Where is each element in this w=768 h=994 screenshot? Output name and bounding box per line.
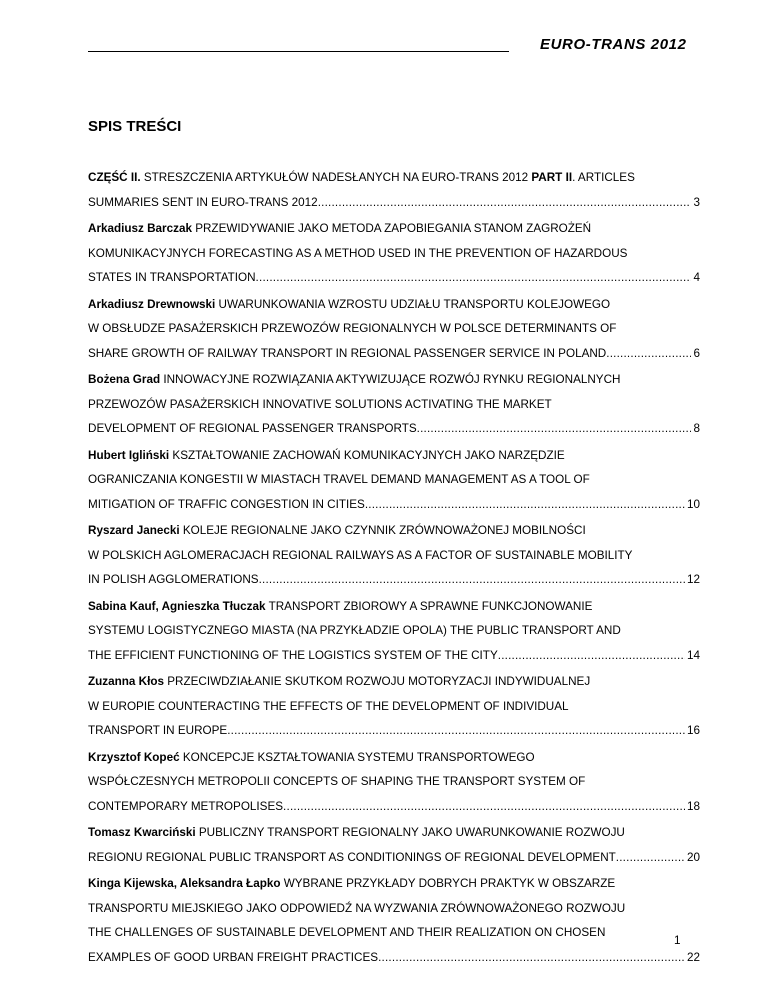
page-ref: 14	[686, 648, 700, 662]
page-ref: 6	[693, 346, 700, 360]
page-ref: 3	[693, 195, 700, 209]
toc-entry[interactable]	[88, 670, 700, 744]
entry-text: MITIGATION OF TRAFFIC CONGESTION IN CITIES	[88, 497, 365, 511]
author-names: Arkadiusz Drewnowski	[88, 297, 216, 311]
entry-text: TRANSPORT ZBIOROWY A SPRAWNE FUNKCJONOWANIE	[265, 599, 593, 613]
dot-leader	[616, 846, 685, 871]
entry-text: DEVELOPMENT OF REGIONAL PASSENGER TRANSPORTS	[88, 422, 417, 435]
author-names: Hubert Igliński	[88, 448, 170, 462]
entry-text: OGRANICZANIA KONGESTII W MIASTACH TRAVEL DEMAND MANAGEMENT AS A TOOL OF	[88, 473, 590, 486]
author-names: Zuzanna Kłos	[88, 675, 164, 688]
entry-text: KOLEJE REGIONALNE JAKO CZYNNIK ZRÓWNOWAŻONEJ MOBILNOŚCI	[179, 524, 586, 537]
author-names: Bożena Grad	[88, 373, 161, 386]
entry-text: INNOWACYJNE ROZWIĄZANIA AKTYWIZUJĄCE ROZWÓJ RYNKU REGIONALNYCH	[160, 373, 621, 386]
entry-text: W POLSKICH AGLOMERACJACH REGIONAL RAILWAYS AS A FACTOR OF SUSTAINABLE MOBILITY	[88, 548, 633, 562]
entry-text: THE EFFICIENT FUNCTIONING OF THE LOGISTICS SYSTEM OF THE CITY	[88, 648, 498, 662]
author-names: Arkadiusz Barczak	[88, 222, 192, 235]
toc-entry[interactable]	[88, 217, 700, 291]
dot-leader	[498, 644, 685, 669]
entry-text: PUBLICZNY TRANSPORT REGIONALNY JAKO UWARUNKOWANIE ROZWOJU	[195, 826, 625, 839]
dot-leader	[318, 191, 692, 216]
entry-text: SUMMARIES SENT IN EURO-TRANS 2012	[88, 195, 318, 209]
toc-heading: SPIS TREŚCI	[88, 118, 182, 135]
entry-text: EXAMPLES OF GOOD URBAN FREIGHT PRACTICES	[88, 950, 379, 964]
page-ref: 16	[686, 724, 700, 737]
toc-entry[interactable]	[88, 821, 700, 870]
entry-text: STATES IN TRANSPORTATION	[88, 271, 256, 284]
entry-text: SYSTEMU LOGISTYCZNEGO MIASTA (NA PRZYKŁADZIE OPOLA) THE PUBLIC TRANSPORT AND	[88, 624, 621, 637]
author-names: Kinga Kijewska, Aleksandra Łapko	[88, 877, 281, 890]
dot-leader	[378, 946, 685, 971]
author-names: Tomasz Kwarciński	[88, 826, 196, 839]
dot-leader	[259, 568, 685, 593]
dot-leader	[256, 266, 692, 291]
entry-text: PRZEWOZÓW PASAŻERSKICH INNOVATIVE SOLUTIONS ACTIVATING THE MARKET	[88, 397, 552, 411]
table-of-contents	[88, 166, 700, 972]
entry-text: TRANSPORTU MIEJSKIEGO JAKO ODPOWIEDŹ NA WYZWANIA ZRÓWNOWAŻONEGO ROZWOJU	[88, 901, 626, 915]
dot-leader	[227, 719, 685, 744]
entry-text: THE CHALLENGES OF SUSTAINABLE DEVELOPMENT AND THEIR REALIZATION ON CHOSEN	[88, 926, 606, 939]
part-label-en: PART II	[531, 171, 573, 184]
entry-text: TRANSPORT IN EUROPE	[88, 724, 228, 737]
entry-text: WYBRANE PRZYKŁADY DOBRYCH PRAKTYK W OBSZARZE	[280, 877, 616, 890]
toc-entry-line	[88, 166, 700, 191]
dot-leader	[417, 417, 692, 442]
page-number: 1	[674, 934, 681, 947]
page-ref: 12	[686, 573, 700, 586]
entry-text: PRZECIWDZIAŁANIE SKUTKOM ROZWOJU MOTORYZACJI INDYWIDUALNEJ	[163, 675, 591, 688]
author-names: Krzysztof Kopeć	[88, 750, 180, 764]
entry-text: CONTEMPORARY METROPOLISES	[88, 799, 284, 813]
author-names: Sabina Kauf, Agnieszka Tłuczak	[88, 599, 266, 613]
toc-entry[interactable]	[88, 368, 700, 442]
toc-entry-last-line	[88, 191, 700, 216]
page-ref: 20	[686, 850, 700, 864]
dot-leader	[365, 493, 685, 518]
page-ref: 18	[686, 799, 700, 813]
toc-entry[interactable]	[88, 166, 700, 215]
author-names: Ryszard Janecki	[88, 524, 180, 537]
entry-text: UWARUNKOWANIA WZROSTU UDZIAŁU TRANSPORTU KOLEJOWEGO	[215, 297, 611, 311]
entry-text: KONCEPCJE KSZTAŁTOWANIA SYSTEMU TRANSPORTOWEGO	[179, 750, 535, 764]
entry-text: WSPÓŁCZESNYCH METROPOLII CONCEPTS OF SHAPING THE TRANSPORT SYSTEM OF	[88, 775, 586, 788]
toc-entry[interactable]	[88, 519, 700, 593]
entry-text: PRZEWIDYWANIE JAKO METODA ZAPOBIEGANIA STANOM ZAGROŻEŃ	[191, 222, 592, 235]
dot-leader	[283, 795, 685, 820]
entry-text: W EUROPIE COUNTERACTING THE EFFECTS OF THE DEVELOPMENT OF INDIVIDUAL	[88, 699, 569, 713]
part-label: CZĘŚĆ II.	[88, 171, 141, 184]
dot-leader	[606, 342, 691, 367]
entry-text: . ARTICLES	[572, 171, 635, 184]
page-ref: 4	[693, 271, 700, 284]
entry-text: STRESZCZENIA ARTYKUŁÓW NADESŁANYCH NA EURO-TRANS 2012	[140, 171, 532, 184]
toc-entry[interactable]	[88, 293, 700, 367]
toc-entry[interactable]	[88, 444, 700, 518]
page-ref: 8	[693, 422, 700, 435]
entry-text: KSZTAŁTOWANIE ZACHOWAŃ KOMUNIKACYJNYCH JAKO NARZĘDZIE	[169, 448, 565, 462]
entry-text: IN POLISH AGGLOMERATIONS	[88, 573, 259, 586]
entry-text: REGIONU REGIONAL PUBLIC TRANSPORT AS CONDITIONINGS OF REGIONAL DEVELOPMENT	[88, 850, 616, 864]
running-header-title: EURO-TRANS 2012	[540, 36, 687, 53]
header-rule	[88, 51, 509, 52]
entry-text: SHARE GROWTH OF RAILWAY TRANSPORT IN REGIONAL PASSENGER SERVICE IN POLAND	[88, 346, 607, 360]
entry-text: KOMUNIKACYJNYCH FORECASTING AS A METHOD USED IN THE PREVENTION OF HAZARDOUS	[88, 246, 628, 260]
toc-entry[interactable]	[88, 595, 700, 669]
page-ref: 10	[686, 497, 700, 511]
entry-text: W OBSŁUDZE PASAŻERSKICH PRZEWOZÓW REGIONALNYCH W POLSCE DETERMINANTS OF	[88, 322, 617, 335]
toc-entry[interactable]	[88, 746, 700, 820]
page-ref: 22	[686, 950, 700, 964]
toc-entry[interactable]	[88, 872, 700, 970]
